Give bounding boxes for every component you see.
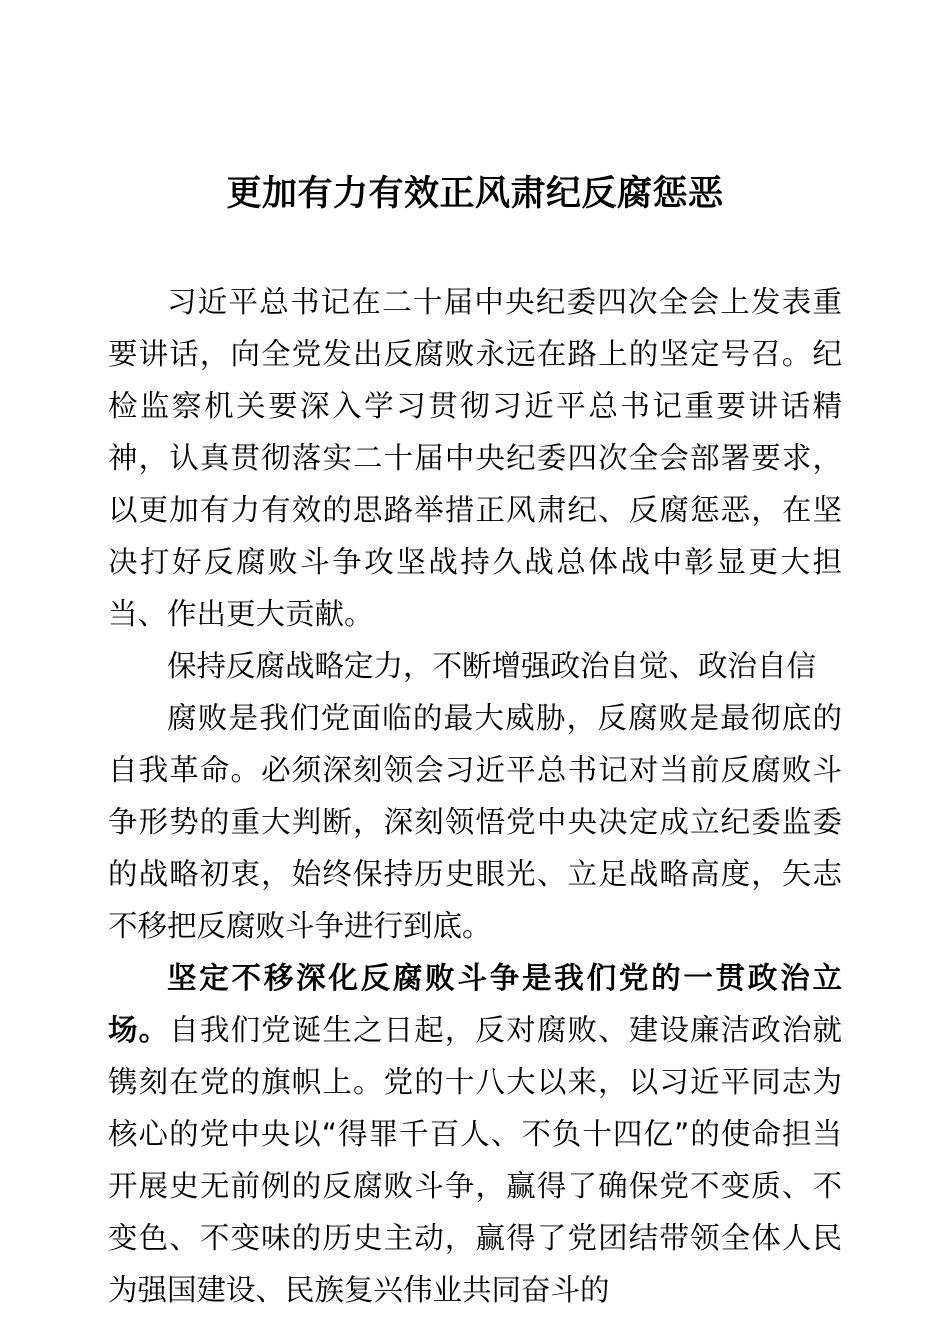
document-body: [108, 168, 842, 1316]
page-title: 更加有力有效正风肃纪反腐惩恶: [226, 174, 724, 214]
paragraph-2: 腐败是我们党面临的最大威胁，反腐败是最彻底的自我革命。必须深刻领会习近平总书记对当前反腐败斗争形势的重大判断，深刻领悟党中央决定成立纪委监委的战略初衷，始终保持历史眼光、立足战略高度，矢志不移把反腐败斗争进行到底。: [108, 701, 842, 943]
title-spacer: [108, 220, 842, 276]
paragraph-3-bold-lead: 坚定不移深化反腐败斗争是我们党的一贯政治立场。: [108, 961, 842, 1047]
paragraph-3: [108, 952, 842, 1316]
paragraph-3-text: 自我们党诞生之日起，反对腐败、建设廉洁政治就镌刻在党的旗帜上。党的十八大以来，以习近平同志为核心的党中央以“得罪千百人、不负十四亿”的使命担当开展史无前例的反腐败斗争，赢得了确保党不变质、不变色、不变味的历史主动，赢得了党团结带领全体人民为强国建设、民族复兴伟业共同奋斗的: [108, 1013, 842, 1307]
paragraph-1: 习近平总书记在二十届中央纪委四次全会上发表重要讲话，向全党发出反腐败永远在路上的坚定号召。纪检监察机关要深入学习贯彻习近平总书记重要讲话精神，认真贯彻落实二十届中央纪委四次全会部署要求，以更加有力有效的思路举措正风肃纪、反腐惩恶，在坚决打好反腐败斗争攻坚战持久战总体战中彰显更大担当、作出更大贡献。: [108, 285, 842, 631]
section-heading-1: 保持反腐战略定力，不断增强政治自觉、政治自信: [167, 649, 817, 683]
